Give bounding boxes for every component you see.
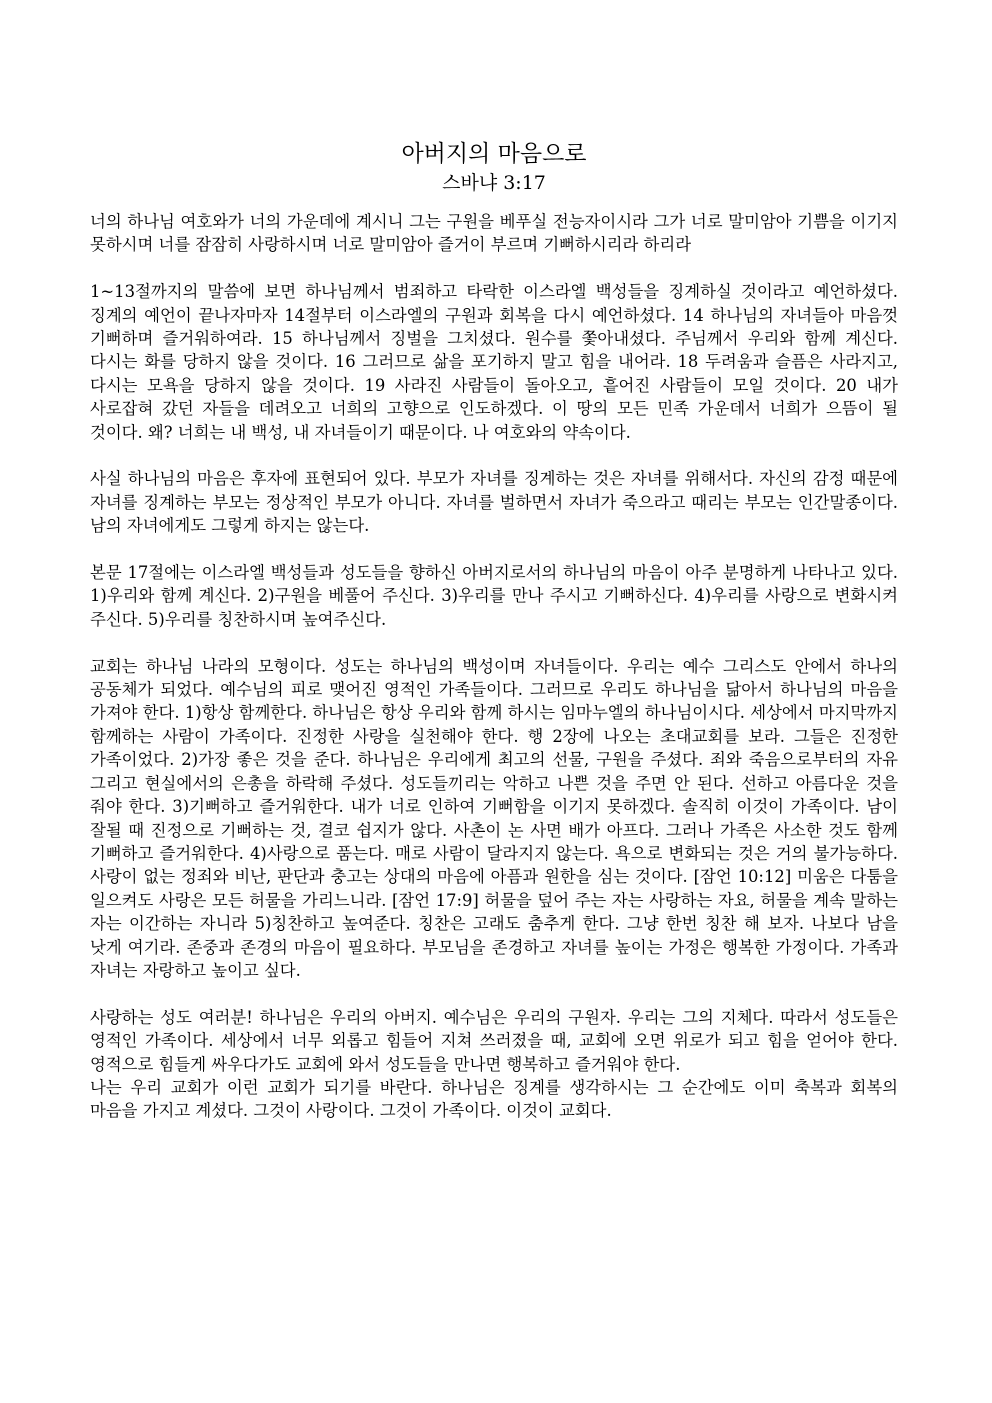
paragraph-gap [90,538,898,561]
paragraph-gap [90,631,898,654]
paragraph-verse-17: 본문 17절에는 이스라엘 백성들과 성도들을 향하신 아버지로서의 하나님의 마음이 아주 분명하게 나타나고 있다. 1)우리와 함께 계신다. 2)구원을 베풀어 주신다. 3)우리를 만나 주시고 기뻐하신다. 4)우리를 사랑으로 변화시켜 주신다. 5)우리를 칭찬하시며 높여주신다. [90,563,898,629]
paragraph-prophecy: 1~13절까지의 말씀에 보면 하나님께서 범죄하고 타락한 이스라엘 백성들을 징계하실 것이라고 예언하셨다. 징계의 예언이 끝나자마자 14절부터 이스라엘의 구원과 회복을 다시 예언하셨다. 14 하나님의 자녀들아 마음껏 기뻐하며 즐거워하여라. 15 하나님께서 징벌을 그치셨다. 원수를 쫓아내셨다. 주님께서 우리와 함께 계신다. 다시는 화를 당하지 않을 것이다. 16 그러므로 삶을 포기하지 말고 힘을 내어라. 18 두려움과 슬픔은 사라지고, 다시는 모욕을 당하지 않을 것이다. 19 사라진 사람들이 돌아오고, 흩어진 사람들이 모일 것이다. 20 내가 사로잡혀 갔던 자들을 데려오고 너희의 고향으로 인도하겠다. 이 땅의 모든 민족 가운데서 너희가 으뜸이 될 것이다. 왜? 너희는 내 백성, 내 자녀들이기 때문이다. 나 여호와의 약속이다. [90,282,898,442]
document-page [90,138,898,1123]
paragraph-gap [90,444,898,467]
paragraph-conclusion: 나는 우리 교회가 이런 교회가 되기를 바란다. 하나님은 징계를 생각하시는 그 순간에도 이미 축복과 회복의 마음을 가지고 계셨다. 그것이 사랑이다. 그것이 가족이다. 이것이 교회다. [90,1077,898,1121]
paragraph-beloved: 사랑하는 성도 여러분! 하나님은 우리의 아버지. 예수님은 우리의 구원자. 우리는 그의 지체다. 따라서 성도들은 영적인 가족이다. 세상에서 너무 외롭고 힘들어 지쳐 쓰러졌을 때, 교회에 오면 위로가 되고 힘을 얻어야 한다. 영적으로 힘들게 싸우다가도 교회에 와서 성도들을 만나면 행복하고 즐거워야 한다. [90,1007,898,1074]
paragraph-parent-heart: 사실 하나님의 마음은 후자에 표현되어 있다. 부모가 자녀를 징계하는 것은 자녀를 위해서다. 자신의 감정 때문에 자녀를 징계하는 부모는 정상적인 부모가 아니다. 자녀를 벌하면서 자녀가 죽으라고 때리는 부모는 인간말종이다. 남의 자녀에게도 그렇게 하지는 않는다. [90,469,898,536]
paragraph-gap [90,982,898,1005]
scripture-verse: 너의 하나님 여호와가 너의 가운데에 계시니 그는 구원을 베푸실 전능자이시라 그가 너로 말미암아 기쁨을 이기지 못하시며 너를 잠잠히 사랑하시며 너로 말미암아 즐거이 부르며 기뻐하시리라 하리라 [90,212,898,255]
scripture-reference: 스바냐 3:17 [442,172,546,194]
paragraph-church-family: 교회는 하나님 나라의 모형이다. 성도는 하나님의 백성이며 자녀들이다. 우리는 예수 그리스도 안에서 하나의 공동체가 되었다. 예수님의 피로 맺어진 영적인 가족들이다. 그러므로 우리도 하나님을 닮아서 하나님의 마음을 가져야 한다. 1)항상 함께한다. 하나님은 항상 우리와 함께 하시는 임마누엘의 하나님이시다. 세상에서 마지막까지 함께하는 사람이 가족이다. 진정한 사랑을 실천해야 한다. 행 2장에 나오는 초대교회를 보라. 그들은 진정한 가족이었다. 2)가장 좋은 것을 준다. 하나님은 우리에게 최고의 선물, 구원을 주셨다. 죄와 죽음으로부터의 자유 그리고 현실에서의 은총을 하락해 주셨다. 성도들끼리는 악하고 나쁜 것을 주면 안 된다. 선하고 아름다운 것을 줘야 한다. 3)기뻐하고 즐거워한다. 내가 너로 인하여 기뻐함을 이기지 못하겠다. 솔직히 이것이 가족이다. 남이 잘될 때 진정으로 기뻐하는 것, 결코 쉽지가 않다. 사촌이 논 사면 배가 아프다. 그러나 가족은 사소한 것도 함께 기뻐하고 즐거워한다. 4)사랑으로 품는다. 매로 사람이 달라지지 않는다. 욕으로 변화되는 것은 거의 불가능하다. 사랑이 없는 정죄와 비난, 판단과 충고는 상대의 마음에 아픔과 원한을 심는 것이다. [잠언 10:12] 미움은 다툼을 일으켜도 사랑은 모든 허물을 가리느니라. [잠언 17:9] 허물을 덮어 주는 자는 사랑하는 자요, 허물을 계속 말하는 자는 이간하는 자니라 5)칭찬하고 높여준다. 칭찬은 고래도 춤추게 한다. 그냥 한번 칭찬 해 보자. 나보다 남을 낫게 여기라. 존중과 존경의 마음이 필요하다. 부모님을 존경하고 자녀를 높이는 가정은 행복한 가정이다. 가족과 자녀는 자랑하고 높이고 싶다. [90,656,898,980]
document-title: 아버지의 마음으로 [401,141,587,167]
paragraph-gap [90,257,898,280]
